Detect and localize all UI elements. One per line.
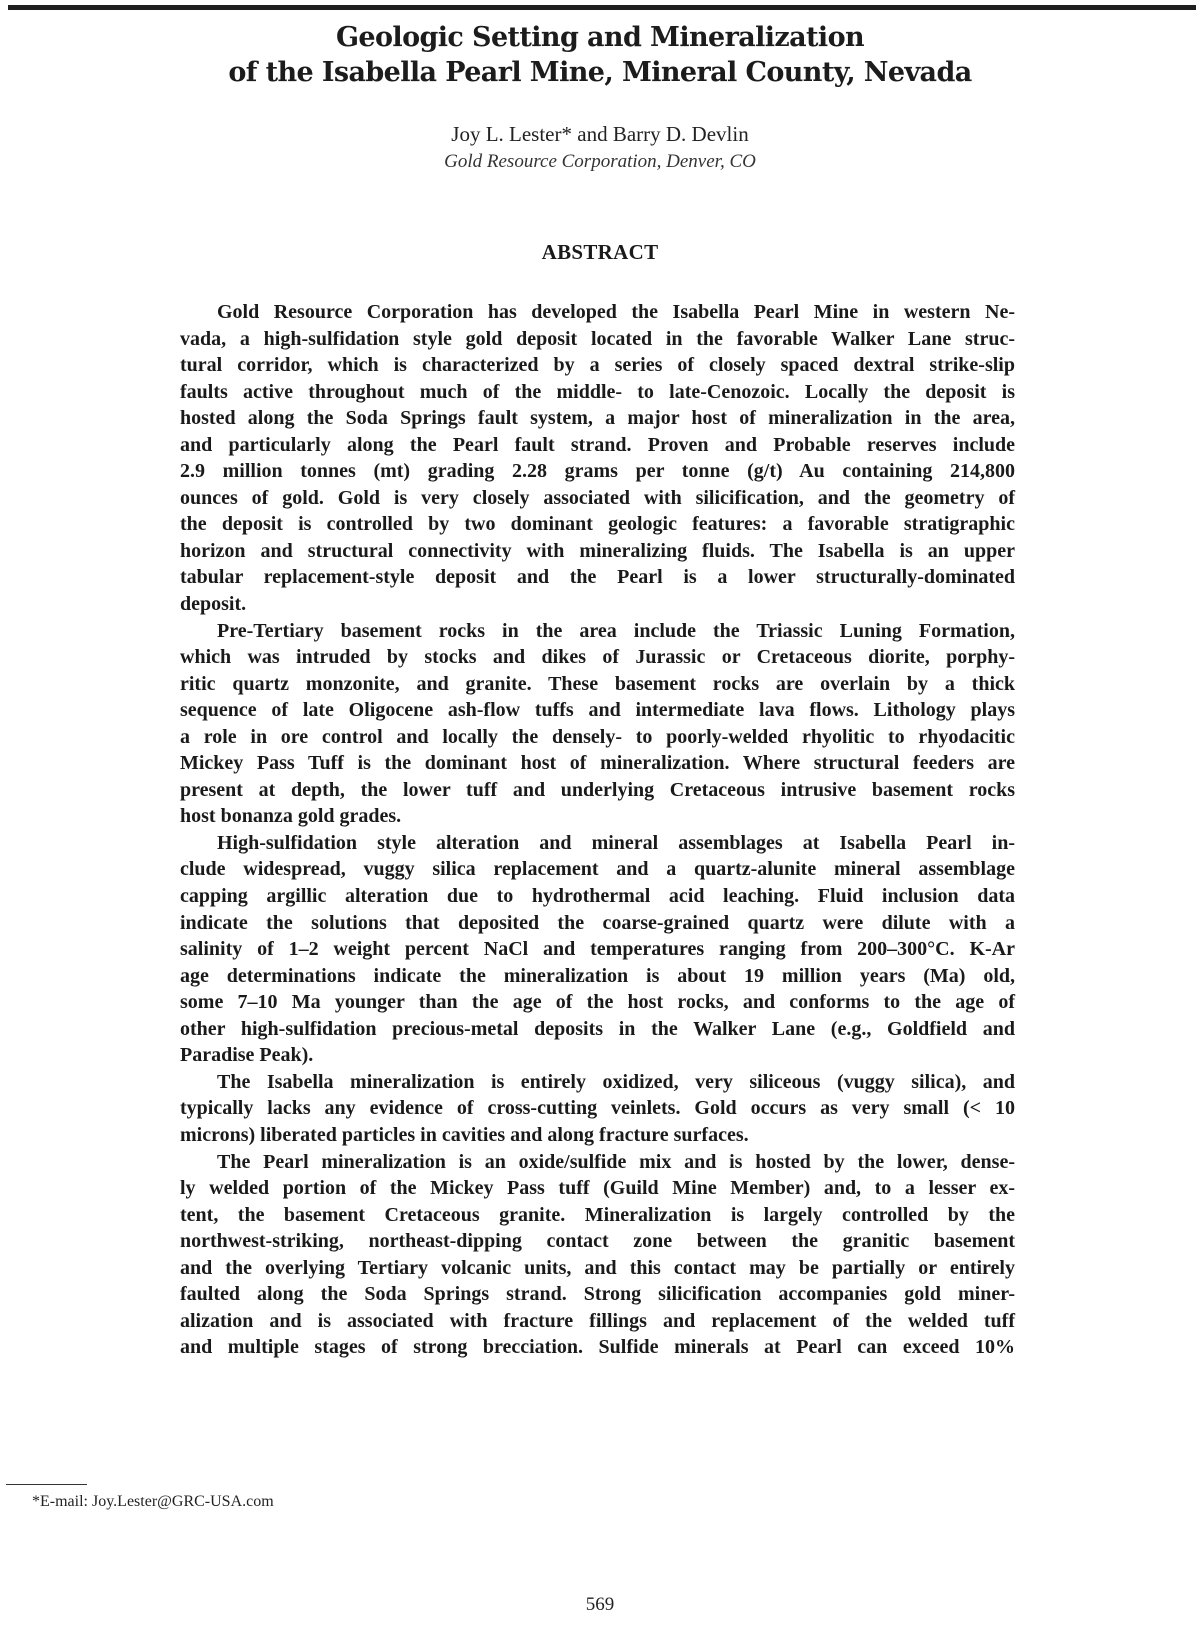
body-line: which was intruded by stocks and dikes of Jurassic or Cretaceous diorite, porphy- <box>180 646 1015 669</box>
body-line: host bonanza gold grades. <box>180 805 402 828</box>
body-line: alization and is associated with fracture fillings and replacement of the welded tuff <box>180 1309 1015 1332</box>
body-line: some 7–10 Ma younger than the age of the host rocks, and conforms to the age of <box>180 991 1015 1014</box>
body-line: Pre-Tertiary basement rocks in the area include the Triassic Luning Formation, <box>217 619 1015 642</box>
abstract-body <box>180 299 1015 1361</box>
body-line: deposit. <box>180 593 247 616</box>
body-line: faulted along the Soda Springs strand. Strong silicification accompanies gold miner- <box>180 1283 1015 1306</box>
body-line: clude widespread, vuggy silica replacement and a quartz-alunite mineral assemblage <box>180 858 1015 881</box>
body-line: and the overlying Tertiary volcanic units, and this contact may be partially or entirely <box>180 1256 1015 1279</box>
body-line: ritic quartz monzonite, and granite. These basement rocks are overlain by a thick <box>180 672 1015 695</box>
body-line: other high-sulfidation precious-metal deposits in the Walker Lane (e.g., Goldfield and <box>180 1017 1015 1040</box>
body-line: vada, a high-sulfidation style gold deposit located in the favorable Walker Lane struc- <box>180 327 1015 350</box>
body-line: salinity of 1–2 weight percent NaCl and temperatures ranging from 200–300°C. K-Ar <box>180 938 1015 961</box>
body-line: northwest-striking, northeast-dipping contact zone between the granitic basement <box>180 1230 1015 1253</box>
body-line: ly welded portion of the Mickey Pass tuff (Guild Mine Member) and, to a lesser ex- <box>180 1177 1015 1200</box>
body-line: Gold Resource Corporation has developed the Isabella Pearl Mine in western Ne- <box>217 301 1015 323</box>
title-line-1: Geologic Setting and Mineralization <box>335 22 865 53</box>
page-number: 569 <box>585 1594 615 1615</box>
body-line: a role in ore control and locally the densely- to poorly-welded rhyolitic to rhyodacitic <box>180 725 1015 748</box>
body-line: The Isabella mineralization is entirely oxidized, very siliceous (vuggy silica), and <box>217 1070 1015 1093</box>
body-line: and multiple stages of strong brecciation. Sulfide minerals at Pearl can exceed 10% <box>180 1336 1015 1359</box>
abstract-heading: ABSTRACT <box>541 240 659 264</box>
footnote-rule <box>6 1484 87 1485</box>
body-line: typically lacks any evidence of cross-cutting veinlets. Gold occurs as very small (< 10 <box>180 1097 1015 1120</box>
body-line: present at depth, the lower tuff and underlying Cretaceous intrusive basement rocks <box>180 778 1015 801</box>
body-line: Mickey Pass Tuff is the dominant host of mineralization. Where structural feeders are <box>180 752 1015 775</box>
body-line: age determinations indicate the mineralization is about 19 million years (Ma) old, <box>180 964 1015 987</box>
body-line: tabular replacement-style deposit and the Pearl is a lower structurally-dominated <box>180 566 1015 589</box>
title-line-2: of the Isabella Pearl Mine, Mineral County, Nevada <box>228 57 972 88</box>
footnote-email: *E-mail: Joy.Lester@GRC-USA.com <box>32 1493 274 1510</box>
body-line: ounces of gold. Gold is very closely associated with silicification, and the geometry of <box>180 486 1015 509</box>
body-line: capping argillic alteration due to hydrothermal acid leaching. Fluid inclusion data <box>180 885 1015 908</box>
body-line: tent, the basement Cretaceous granite. Mineralization is largely controlled by the <box>180 1203 1015 1226</box>
body-line: Paradise Peak). <box>180 1044 314 1067</box>
body-line: and particularly along the Pearl fault strand. Proven and Probable reserves include <box>180 433 1015 456</box>
top-rule <box>8 5 1196 10</box>
affiliation: Gold Resource Corporation, Denver, CO <box>444 151 756 172</box>
body-line: faults active throughout much of the middle- to late-Cenozoic. Locally the deposit is <box>180 380 1015 403</box>
body-line: tural corridor, which is characterized by a series of closely spaced dextral strike-slip <box>180 354 1015 377</box>
body-line: hosted along the Soda Springs fault system, a major host of mineralization in the area, <box>180 407 1015 430</box>
body-line: High-sulfidation style alteration and mineral assemblages at Isabella Pearl in- <box>217 831 1015 854</box>
body-line: the deposit is controlled by two dominant geologic features: a favorable stratigraphic <box>180 513 1015 536</box>
body-line: 2.9 million tonnes (mt) grading 2.28 grams per tonne (g/t) Au containing 214,800 <box>180 460 1015 483</box>
body-line: horizon and structural connectivity with mineralizing fluids. The Isabella is an upper <box>180 539 1015 562</box>
body-line: indicate the solutions that deposited the coarse-grained quartz were dilute with a <box>180 911 1015 934</box>
body-line: The Pearl mineralization is an oxide/sulfide mix and is hosted by the lower, dense- <box>217 1150 1015 1173</box>
body-line: sequence of late Oligocene ash-flow tuffs and intermediate lava flows. Lithology plays <box>180 699 1015 722</box>
body-line: microns) liberated particles in cavities and along fracture surfaces. <box>180 1123 749 1146</box>
authors: Joy L. Lester* and Barry D. Devlin <box>451 122 749 146</box>
